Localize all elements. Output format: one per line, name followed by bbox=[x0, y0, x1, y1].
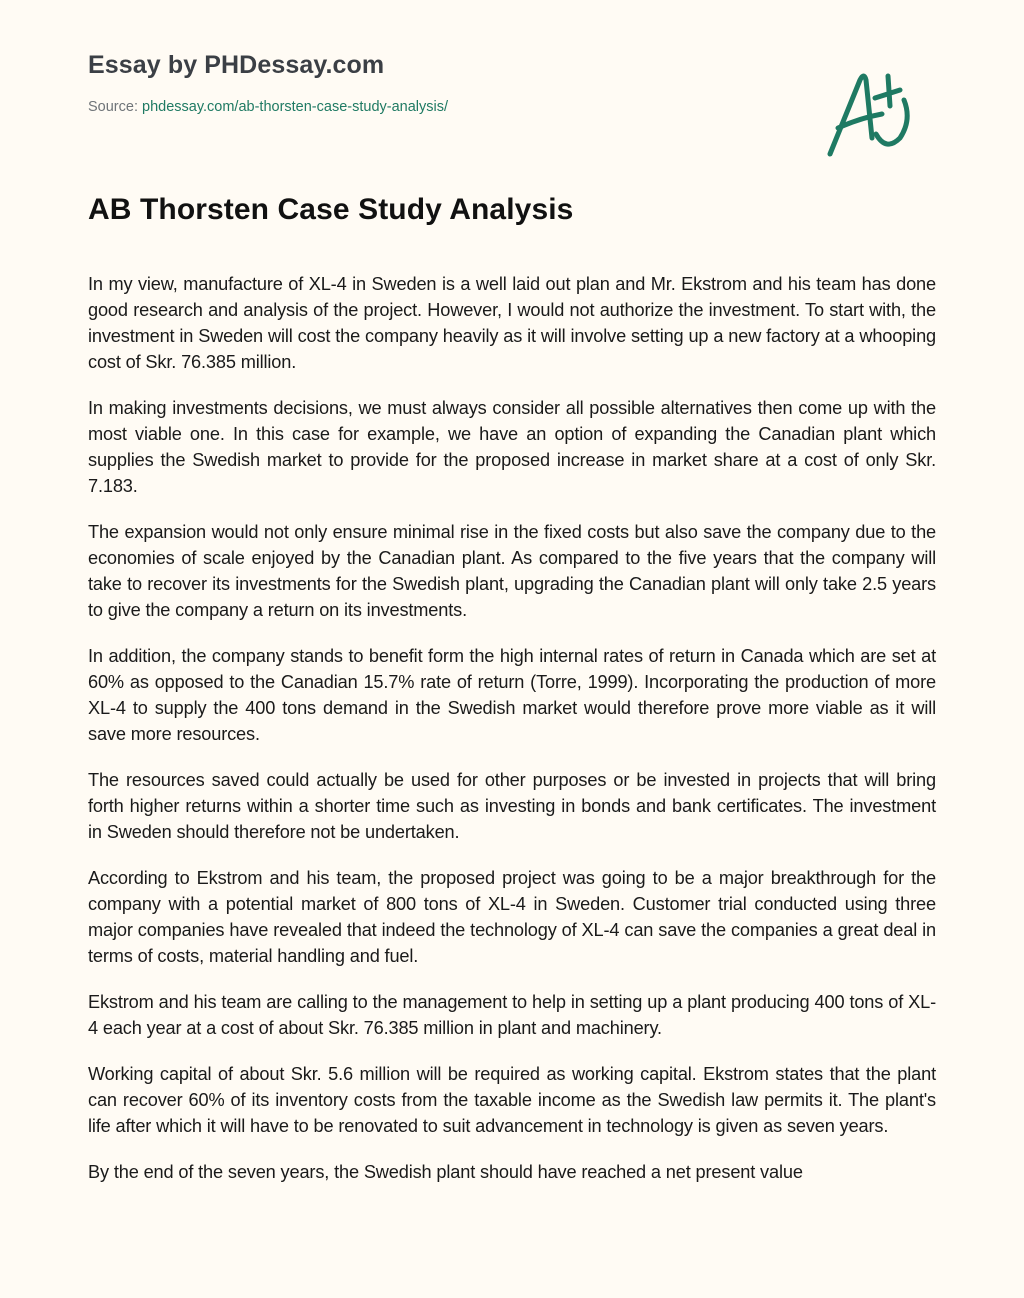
a-plus-grade-icon bbox=[820, 62, 930, 162]
essay-paragraph: The expansion would not only ensure minimal rise in the fixed costs but also save the company due to the economies of scale enjoyed by the Canadian plant. As compared to the five years that the company will take to recover its investments for the Swedish plant, upgrading the Canadian plant will only take 2.5 years to give the company a return on its investments. bbox=[88, 522, 936, 620]
essay-paragraph: In making investments decisions, we must always consider all possible alternatives then come up with the most viable one. In this case for example, we have an option of expanding the Canadian plant which supplies the Swedish market to provide for the proposed increase in market share at a cost of only Skr. 7.183. bbox=[88, 398, 936, 496]
essay-paragraph: According to Ekstrom and his team, the proposed project was going to be a major breakthrough for the company with a potential market of 800 tons of XL-4 in Sweden. Customer trial conducted using three major companies have revealed that indeed the technology of XL-4 can save the companies a great deal in terms of costs, material handling and fuel. bbox=[88, 868, 936, 966]
essay-title: AB Thorsten Case Study Analysis bbox=[88, 193, 574, 226]
essay-paragraph: In my view, manufacture of XL-4 in Sweden is a well laid out plan and Mr. Ekstrom and his team has done good research and analysis of the project. However, I would not authorize the investment. To start with, the investment in Sweden will cost the company heavily as it will involve setting up a new factory at a whooping cost of Skr. 76.385 million. bbox=[88, 274, 936, 372]
essay-paragraph: Ekstrom and his team are calling to the management to help in setting up a plant producing 400 tons of XL-4 each year at a cost of about Skr. 76.385 million in plant and machinery. bbox=[88, 992, 936, 1038]
essay-paragraph-truncated: By the end of the seven years, the Swedish plant should have reached a net present value bbox=[88, 1162, 803, 1182]
essay-paragraph: In addition, the company stands to benefit form the high internal rates of return in Canada which are set at 60% as opposed to the Canadian 15.7% rate of return (Torre, 1999). Incorporating the production of more XL-4 to supply the 400 tons demand in the Swedish market would therefore prove more viable as it will save more resources. bbox=[88, 646, 936, 744]
essay-paragraph: Working capital of about Skr. 5.6 million will be required as working capital. Ekstrom states that the plant can recover 60% of its inventory costs from the taxable income as the Swedish law permits it. The plant's life after which it will have to be renovated to suit advancement in technology is given as seven years. bbox=[88, 1064, 936, 1136]
brand-title: Essay by PHDessay.com bbox=[88, 51, 385, 79]
source-label: Source: bbox=[88, 99, 138, 115]
essay-body bbox=[88, 271, 936, 1205]
source-line bbox=[88, 97, 448, 117]
source-link[interactable]: phdessay.com/ab-thorsten-case-study-analysis/ bbox=[142, 99, 448, 115]
page-header bbox=[88, 48, 448, 117]
essay-paragraph: The resources saved could actually be used for other purposes or be invested in projects that will bring forth higher returns within a shorter time such as investing in bonds and bank certificates. The investment in Sweden should therefore not be undertaken. bbox=[88, 770, 936, 842]
